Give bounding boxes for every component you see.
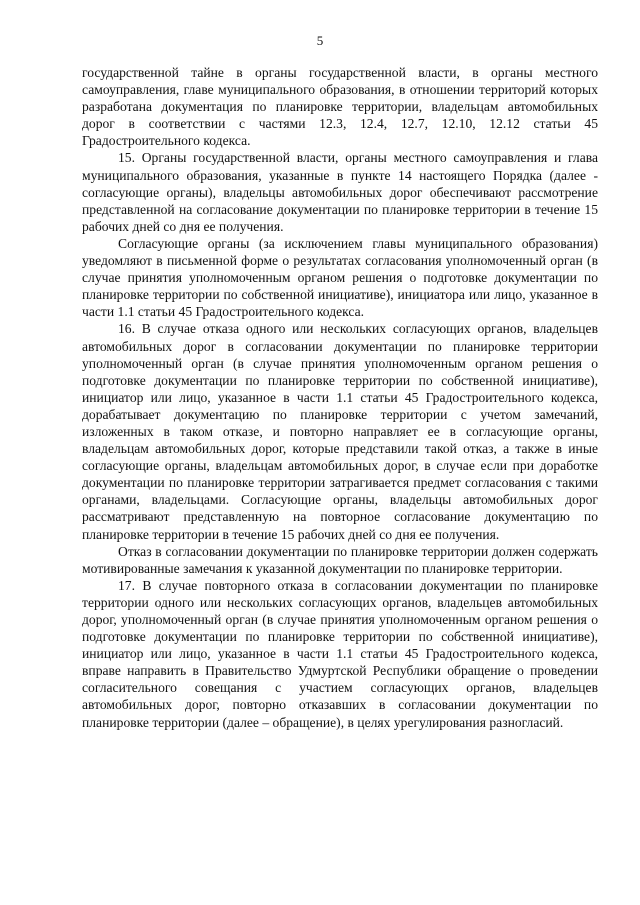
paragraph-17: 17. В случае повторного отказа в согласовании документации по планировке территории одного или нескольких согласующих органов, владельцев автомобильных дорог, уполномоченный орган (в случае принятия уполномоченным органом решения о подготовке документации по планировке территории по собственной инициативе), инициатор или лицо, указанное в части 1.1 статьи 45 Градостроительного кодекса, вправе направить в Правительство Удмуртской Республики обращение о проведении согласительного совещания с участием согласующих органов, владельцев автомобильных дорог, повторно отказавших в согласовании документации по планировке территории (далее – обращение), в целях урегулирования разногласий.	[82, 577, 598, 730]
paragraph-15-notification: Согласующие органы (за исключением главы муниципального образования) уведомляют в письменной форме о результатах согласования уполномоченный орган (в случае принятия уполномоченным органом решения о подготовке документации по планировке территории по собственной инициативе), инициатора или лицо, указанное в части 1.1 статьи 45 Градостроительного кодекса.	[82, 235, 598, 320]
paragraph-16: 16. В случае отказа одного или нескольких согласующих органов, владельцев автомобильных дорог в согласовании документации по планировке территории уполномоченный орган (в случае принятия уполномоченным органом решения о подготовке документации по планировке территории по собственной инициативе), инициатор или лицо, указанное в части 1.1 статьи 45 Градостроительного кодекса, дорабатывает документацию по планировке территории с учетом замечаний, изложенных в таком отказе, и повторно направляет ее в согласующие органы, владельцам автомобильных дорог, которые представили такой отказ, а также в иные согласующие органы, владельцам автомобильных дорог, в случае если при доработке документации по планировке территории затрагивается предмет согласования с такими органами, владельцами. Согласующие органы, владельцы автомобильных дорог рассматривают представленную на повторное согласование документацию по планировке территории в течение 15 рабочих дней со дня ее получения.	[82, 321, 598, 542]
paragraph-15: 15. Органы государственной власти, органы местного самоуправления и глава муниципального образования, указанные в пункте 14 настоящего Порядка (далее - согласующие органы), владельцы автомобильных дорог обеспечивают рассмотрение представленной на согласование документации по планировке территории в течение 15 рабочих дней со дня ее получения.	[82, 150, 598, 234]
paragraph-16-refusal: Отказ в согласовании документации по планировке территории должен содержать мотивированные замечания к указанной документации по планировке территории.	[82, 543, 598, 576]
body-text	[82, 64, 598, 731]
paragraph-continuation: государственной тайне в органы государственной власти, в органы местного самоуправления, главе муниципального образования, в отношении территорий которых разработана документация по планировке территории, владельцам автомобильных дорог в соответствии с частями 12.3, 12.4, 12.7, 12.10, 12.12 статьи 45 Градостроительного кодекса.	[82, 65, 598, 149]
page-number: 5	[316, 33, 324, 48]
